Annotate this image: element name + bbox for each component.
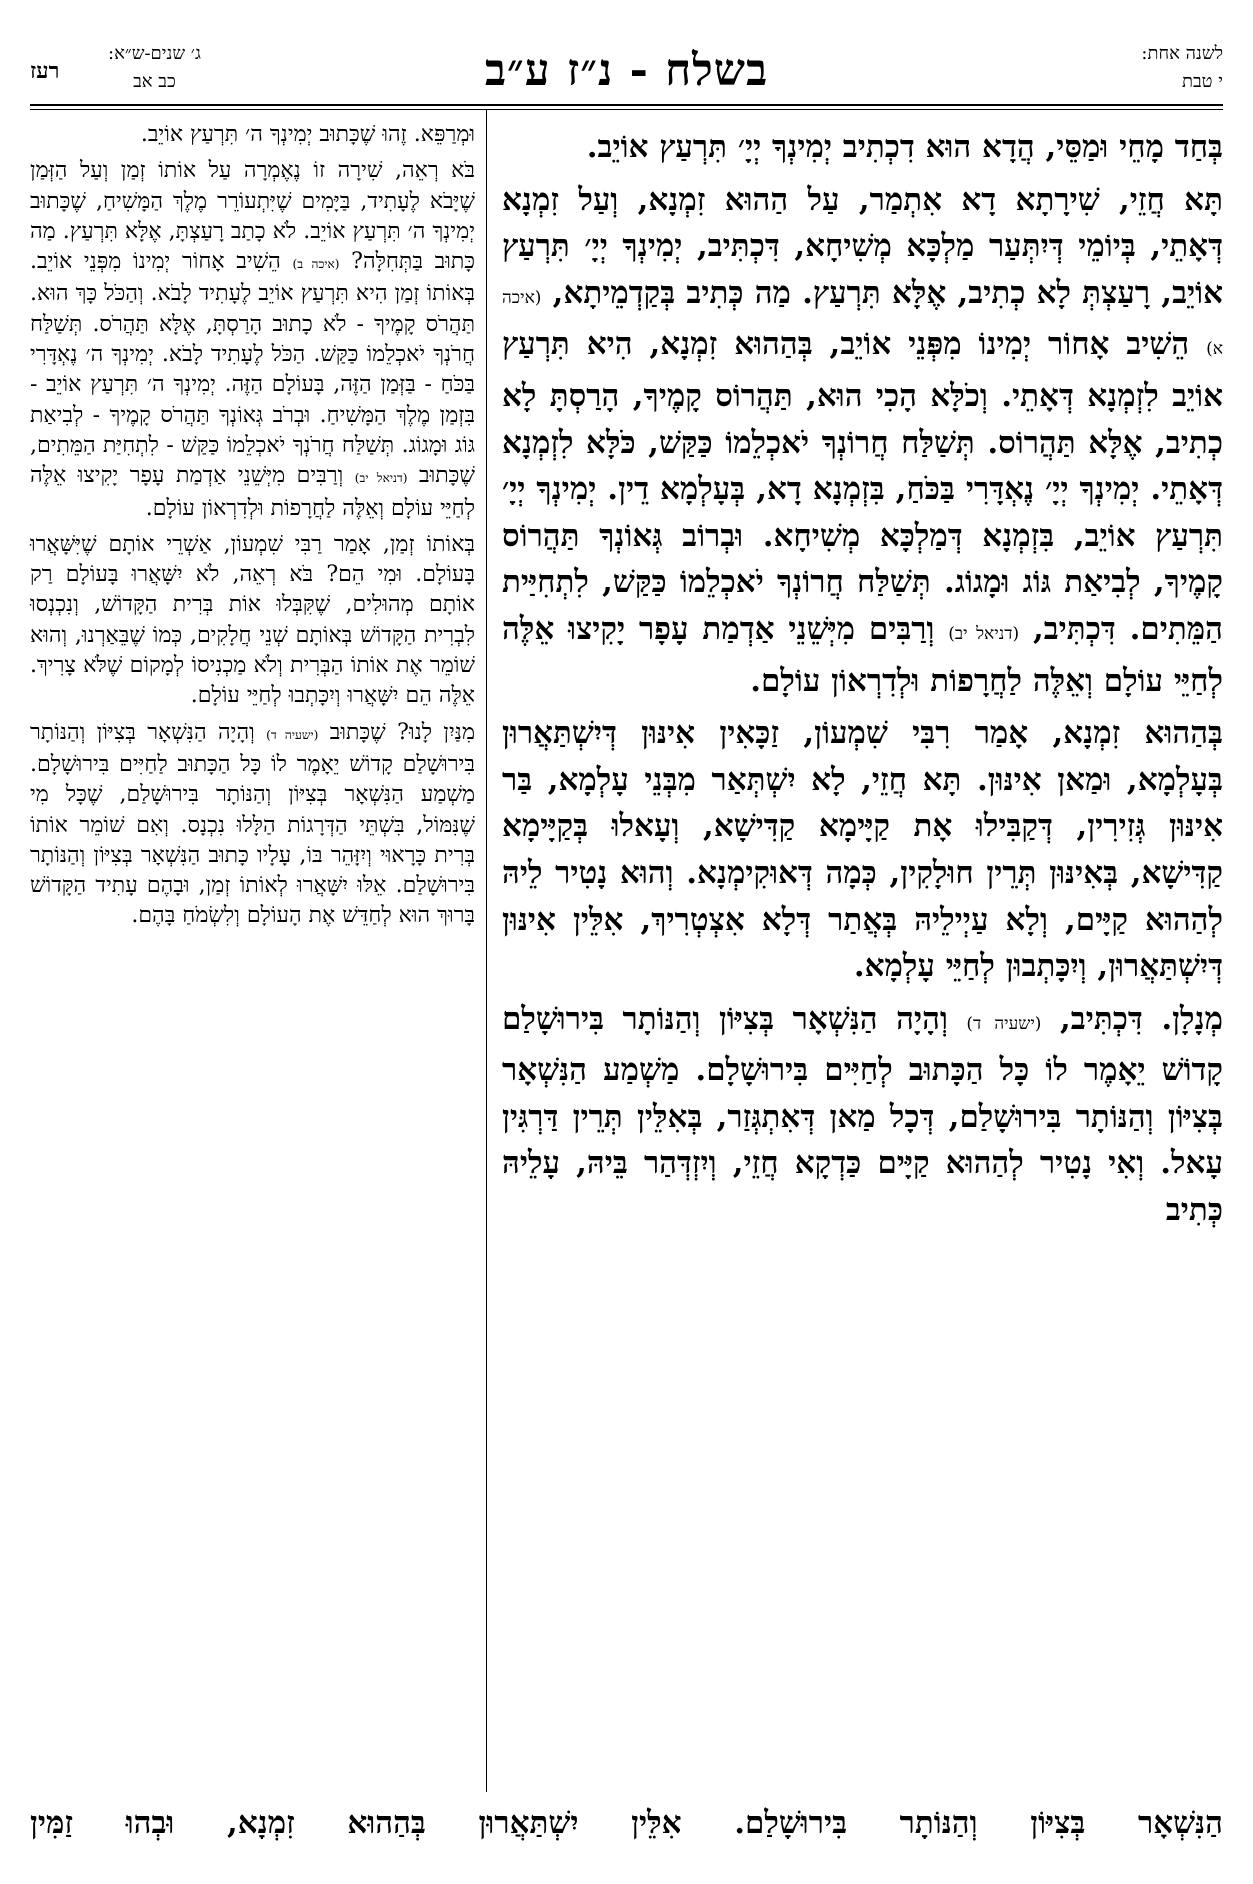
header-rule-thin xyxy=(30,109,1223,110)
source-ref: (ישעיה ד) xyxy=(966,1013,1042,1034)
header-left xyxy=(30,40,290,96)
side-paragraph: וּמְרַפֵּא. זֶהוּ שֶׁכָּתוּב יְמִינְךָ ה׳ תִּרְעַץ אוֹיֵב. xyxy=(140,122,475,147)
year-schedule-date: י טבת xyxy=(1182,71,1223,92)
year-schedule-title: לשנה אחת: xyxy=(1141,43,1223,64)
daf-schedule-date: כב אב xyxy=(133,71,176,92)
main-paragraph: בְּחַד מָחֵי וּמַסֵּי, הֲדָא הוּא דִכְתִיב יְמִינְךָ יְיָ׳ תִּרְעַץ אוֹיֵב. xyxy=(586,129,1223,165)
side-paragraph-text: מִנַּיִן לָנוּ? שֶׁכָּתוּב xyxy=(329,719,475,745)
header-rule xyxy=(30,104,1223,106)
source-ref: (דניאל יב) xyxy=(948,623,1020,644)
page-title: בשלח - נ״ז ע״ב xyxy=(484,45,769,96)
main-paragraph: בְּהַהוּא זִמְנָא, אָמַר רִבִּי שִׁמְעוֹן, זַכָּאִין אִינּוּן דְּיִשְׁתַּאֲרוּן בְּעָלְמָא, וּמַאן אִינּוּן. תָּא חֲזֵי, לָא יִשְׁתְּאַר מִבְּנֵי עָלְמָא, בַּר אִינּוּן גְּזִירִין, דְּקַבִּילוּ אָת קַיָּימָא קַדִּישָׁא, וְעָאלוּ בְּקַיָּימָא קַדִּישָׁא, בְּאִינּוּן תְּרֵין חוּלָקִין, כְּמָה דְּאוּקִימְנָא. וְהוּא נָטִיר לֵיהּ לְהַהוּא קַיָּים, וְלָא עַיְילֵיהּ בְּאֲתַר דְּלָא אִצְטְרִיךְ, אִלֵּין אִינּוּן דְּיִשְׁתַּאֲרוּן, וְיִכָּתְבוּן לְחַיֵּי עָלְמָא. xyxy=(502,715,1223,985)
source-ref: (דניאל יב) xyxy=(354,471,408,486)
main-paragraph-text: תָּא חֲזֵי, שִׁירָתָא דָא אִתְמַר, עַל הַהוּא זִמְנָא, וְעַל זִמְנָא דְּאָתֵי, בְּיוֹמֵי דְּיִתְּעַר מַלְכָּא מְשִׁיחָא, דִּכְתִּיב, יְמִינְךָ יְיָ׳ תִּרְעַץ אוֹיֵב, רָעַצְתְּ לָא כְתִיב, אֶלָּא תִּרְעַץ. מַה כְּתִיב בְּקַדְמֵיתָא, xyxy=(502,181,1223,311)
aramaic-text-column xyxy=(502,124,1223,1234)
side-paragraph xyxy=(30,156,475,524)
daf-schedule-title: ג׳ שנים-ש״א: xyxy=(108,43,201,64)
year-schedule xyxy=(1003,40,1223,96)
main-paragraph xyxy=(502,996,1223,1234)
source-ref: (ישעיה ד) xyxy=(266,727,319,742)
side-paragraph-text: וְהָיָה הַנִּשְׁאָר בְּצִיּוֹן וְהַנּוֹתָר בִּירוּשָׁלַם קָדוֹשׁ יֵאָמֶר לוֹ כָּל הַכָּתוּב לַחַיִּים בִּירוּשָׁלָם. מַשְׁמַע הַנִּשְׁאָר בְּצִיּוֹן וְהַנּוֹתָר בִּירוּשָׁלַם, שֶׁכָּל מִי שֶׁנִּמּוֹל, בִּשְׁתֵּי הַדְּרָגוֹת הַלָּלוּ נִכְנָס. וְאִם שׁוֹמֵר אוֹתוֹ בְּרִית כָּרָאוּי וְיִזָּהֵר בּוֹ, עָלָיו כָּתוּב הַנִּשְׁאָר בְּצִיּוֹן וְהַנּוֹתָר בִּירוּשָׁלַם. אֵלּוּ יִשָּׁאֲרוּ לְאוֹתוֹ זְמַן, וּבָהֶם עָתִיד הַקָּדוֹשׁ בָּרוּךְ הוּא לְחַדֵּשׁ אֶת הָעוֹלָם וְלִשְׂמֹחַ בָּהֶם. xyxy=(30,719,475,929)
daf-schedule xyxy=(108,40,201,96)
main-paragraph xyxy=(502,177,1223,705)
bottom-line: הַנִּשְׁאָר בְּצִיּוֹן וְהַנּוֹתָר בִּירוּשָׁלַם. אִלֵּין יִשְׁתַּאֲרוּן בְּהַהוּא זִמְנָא, וּבְהוּ זַמִּין xyxy=(30,1805,1223,1841)
column-divider xyxy=(486,110,487,1792)
main-paragraph-text: וְהָיָה הַנִּשְׁאָר בְּצִיּוֹן וְהַנּוֹתָר בִּירוּשָׁלַם קָדוֹשׁ יֵאָמֶר לוֹ כָּל הַכָּתוּב לְחַיִּים בִּירוּשָׁלָם. מַשְׁמַע הַנִּשְׁאָר בְּצִיּוֹן וְהַנּוֹתָר בִּירוּשָׁלַם, דְּכָל מַאן דְּאִתְגְּזַר, בְּאִלֵּין תְּרֵין דַּרְגִּין עָאל. וְאִי נָטִיר לְהַהוּא קַיָּים כַּדְקָא חֲזֵי, וְיִזְדְּהַר בֵּיהּ, עָלֵיהּ כְּתִיב xyxy=(502,1000,1223,1229)
main-paragraph-text: הֵשִׁיב אָחוֹר יְמִינוֹ מִפְּנֵי אוֹיֵב, בְּהַהוּא זִמְנָא, הִיא תִּרְעַץ אוֹיֵב לִזְמְנָא דְּאָתֵי. וְכֹלָּא הָכִי הוּא, תַּהֲרוֹס קָמֶיךָ, הָרַסְתָּ לָא כְתִיב, אֶלָּא תַּהֲרוֹס. תְּשַׁלַּח חֲרוֹנְךָ יֹאכְלֵמוֹ כַּקַּשׁ, כֹּלָּא לִזְמְנָא דְּאָתֵי. יְמִינְךָ יְיָ׳ נֶאְדָּרִי בַּכֹּחַ, בִּזְמְנָא דָא, בְּעָלְמָא דֵין. יְמִינְךָ יְיָ׳ תִּרְעַץ אוֹיֵב, בִּזְמְנָא דְּמַלְכָּא מְשִׁיחָא. וּבְרוֹב גְּאוֹנְךָ תַּהֲרוֹס קָמֶיךָ, לְבִיאַת גּוֹג וּמָגוֹג. תְּשַׁלַּח חֲרוֹנְךָ יֹאכְלֵמוֹ כַּקַּשׁ, לִתְחִיַּית הַמֵּתִים. דִּכְתִּיב, xyxy=(502,326,1223,647)
source-ref: (איכה א) xyxy=(502,287,1223,360)
side-paragraph-text: הֵשִׁיב אָחוֹר יְמִינוֹ מִפְּנֵי אוֹיֵב. בְּאוֹתוֹ זְמַן הִיא תִּרְעַץ אוֹיֵב לֶעָתִיד לָבֹא. וְהַכֹּל כָּךְ הוּא. תַּהֲרֹס קָמֶיךָ - לֹא כָתוּב הָרַסְתָּ, אֶלָּא תַּהֲרֹס. תְּשַׁלַּח חֲרֹנְךָ יֹאכְלֵמוֹ כַּקַּשׁ. הַכֹּל לֶעָתִיד לָבֹא. יְמִינְךָ ה׳ נֶאְדָּרִי בַּכֹּחַ - בַּזְּמַן הַזֶּה, בָּעוֹלָם הַזֶּה. יְמִינְךָ ה׳ תִּרְעַץ אוֹיֵב - בִּזְמַן מֶלֶךְ הַמָּשִׁיחַ. וּבְרֹב גְּאוֹנְךָ תַּהֲרֹס קָמֶיךָ - לְבִיאַת גּוֹג וּמָגוֹג. תְּשַׁלַּח חֲרֹנְךָ יֹאכְלֵמוֹ כַּקַּשׁ - לִתְחִיַּת הַמֵּתִים, שֶׁכָּתוּב xyxy=(30,249,476,489)
side-paragraph-text: וְרַבִּים מִיְּשֵׁנֵי אַדְמַת עָפָר יָקִיצוּ אֵלֶּה לְחַיֵּי עוֹלָם וְאֵלֶּה לַחֲרָפוֹת וּלְדִרְאוֹן עוֹלָם. xyxy=(30,463,475,521)
source-ref: (איכה ב) xyxy=(292,257,340,272)
main-paragraph-text: מְנָלָן. דִּכְתִּיב, xyxy=(1059,1000,1223,1037)
hebrew-translation-column xyxy=(30,120,475,932)
side-paragraph-text: בֹּא רְאֵה, שִׁירָה זוֹ נֶאֶמְרָה עַל אוֹתוֹ זְמַן וְעַל הַזְּמַן שֶׁיָּבֹא לֶעָתִיד, בַּיָּמִים שֶׁיִּתְעוֹרֵר מֶלֶךְ הַמָּשִׁיחַ, שֶׁכָּתוּב יְמִינְךָ ה׳ תִּרְעַץ אוֹיֵב. לֹא כָתַב רָעַצְתָּ, אֶלָּא תִּרְעַץ. מַה כָּתוּב בַּתְּחִלָּה? xyxy=(30,158,475,275)
main-paragraph-text: וְרַבִּים מִיְּשֵׁנֵי אַדְמַת עָפָר יָקִיצוּ אֵלֶּה לְחַיֵּי עוֹלָם וְאֵלֶּה לַחֲרָפוֹת וּלְדִרְאוֹן עוֹלָם. xyxy=(502,610,1223,699)
side-paragraph: בְּאוֹתוֹ זְמַן, אָמַר רַבִּי שִׁמְעוֹן, אַשְׁרֵי אוֹתָם שֶׁיִּשָּׁאֲרוּ בָּעוֹלָם. וּמִי הֵם? בֹּא רְאֵה, לֹא יִשָּׁאֲרוּ בָּעוֹלָם רַק אוֹתָם מְהוּלִים, שֶׁקִּבְּלוּ אוֹת בְּרִית הַקָּדוֹשׁ, וְנִכְנְסוּ לִבְרִית הַקָּדוֹשׁ בְּאוֹתָם שְׁנֵי חֲלָקִים, כְּמוֹ שֶׁבֵּאַרְנוּ, וְהוּא שׁוֹמֵר אֶת אוֹתוֹ הַבְּרִית וְלֹא מַכְנִיסוֹ לְמָקוֹם שֶׁלֹּא צָרִיךְ. אֵלֶּה הֵם יִשָּׁאֲרוּ וְיִכָּתְבוּ לְחַיֵּי עוֹלָם. xyxy=(30,531,475,709)
side-paragraph xyxy=(30,718,475,932)
page-number: רעז xyxy=(30,58,60,84)
